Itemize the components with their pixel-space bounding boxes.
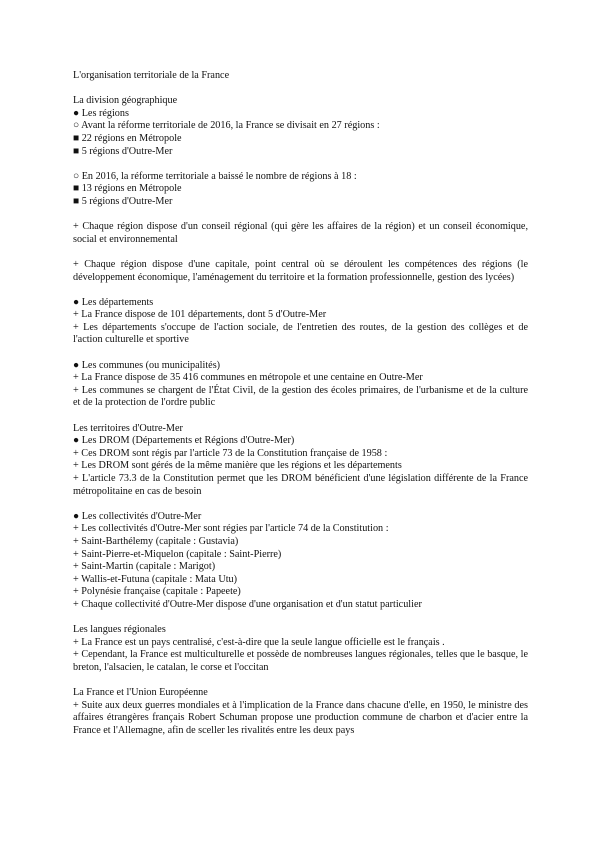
paragraph-langues: + Cependant, la France est multiculturelle et possède de nombreuses langues régionales, telles que le basque, le breton, l'alsacien, le catalan, le corse et l'occitan [73, 649, 528, 673]
bullet-departements: ● Les départements [73, 296, 154, 308]
list-item: + Saint-Pierre-et-Miquelon (capitale : Saint-Pierre) [73, 548, 282, 560]
spacer [73, 612, 528, 625]
section-heading-union-europeenne: La France et l'Union Européenne [73, 687, 208, 699]
bullet-drom: ● Les DROM (Départements et Régions d'Outre-Mer) [73, 435, 295, 447]
spacer [73, 284, 528, 297]
document-title: L'organisation territoriale de la France [73, 70, 230, 81]
spacer [73, 675, 528, 688]
spacer [73, 158, 528, 171]
list-item: + La France dispose de 101 départements, dont 5 d'Outre-Mer [73, 309, 327, 321]
list-item: + Les collectivités d'Outre-Mer sont régies par l'article 74 de la Constitution : [73, 523, 389, 535]
spacer [73, 209, 528, 222]
paragraph-capitale: + Chaque région dispose d'une capitale, point central où se déroulent les compétences des régions (le développement économique, l'aménagement du territoire et la formation professionnelle, gestion des lycées) [73, 258, 528, 283]
section-heading-division: La division géographique [73, 95, 178, 107]
list-item: + La France est un pays centralisé, c'est-à-dire que la seule langue officielle est le français . [73, 636, 445, 648]
section-heading-langues: Les langues régionales [73, 624, 166, 636]
list-item: ■ 5 régions d'Outre-Mer [73, 195, 173, 207]
paragraph-conseil: + Chaque région dispose d'un conseil régional (qui gère les affaires de la région) et un conseil économique, social et environnemental [73, 221, 528, 245]
list-item: + La France dispose de 35 416 communes en métropole et une centaine en Outre-Mer [73, 372, 423, 384]
list-item: + Chaque collectivité d'Outre-Mer dispose d'une organisation et d'un statut particulier [73, 598, 422, 610]
paragraph-communes: + Les communes se chargent de l'État Civil, de la gestion des écoles primaires, de l'urbanisme et de la culture et de la protection de l'ordre public [73, 384, 528, 409]
paragraph-departements: + Les départements s'occupe de l'action sociale, de l'entretien des routes, de la gestion des collèges et de l'action culturelle et sportive [73, 321, 528, 346]
spacer [73, 347, 528, 360]
list-item: ■ 13 régions en Métropole [73, 183, 182, 195]
spacer [73, 83, 528, 96]
spacer [73, 410, 528, 423]
spacer [73, 246, 528, 259]
bullet-communes: ● Les communes (ou municipalités) [73, 359, 221, 371]
list-item: + Ces DROM sont régis par l'article 73 de la Constitution française de 1958 : [73, 447, 388, 459]
spacer [73, 498, 528, 511]
section-heading-outre-mer: Les territoires d'Outre-Mer [73, 422, 183, 434]
bullet-collectivites: ● Les collectivités d'Outre-Mer [73, 510, 202, 522]
list-item: + Wallis-et-Futuna (capitale : Mata Utu) [73, 573, 238, 585]
list-item: + Les DROM sont gérés de la même manière que les régions et les départements [73, 460, 402, 472]
list-item: + Saint-Martin (capitale : Marigot) [73, 561, 216, 573]
text-before-reform: ○ Avant la réforme territoriale de 2016, la France se divisait en 27 régions : [73, 120, 380, 132]
list-item: ■ 5 régions d'Outre-Mer [73, 145, 173, 157]
list-item: + Polynésie française (capitale : Papeete) [73, 586, 241, 598]
text-after-reform: ○ En 2016, la réforme territoriale a baissé le nombre de régions à 18 : [73, 170, 357, 182]
paragraph-union-europeenne: + Suite aux deux guerres mondiales et à l'implication de la France dans chacune d'elle, en 1950, le ministre des affaires étrangères français Robert Schuman propose une production commune de charbon et d'acier entre la France et l'Allemagne, afin de sceller les rivalités entre les deux pays [73, 699, 528, 736]
bullet-regions: ● Les régions [73, 107, 129, 119]
list-item: + Saint-Barthélemy (capitale : Gustavia) [73, 535, 239, 547]
list-item: ■ 22 régions en Métropole [73, 132, 182, 144]
paragraph-article-73: + L'article 73.3 de la Constitution permet que les DROM bénéficient d'une législation différente de la France métropolitaine en cas de besoin [73, 473, 528, 497]
